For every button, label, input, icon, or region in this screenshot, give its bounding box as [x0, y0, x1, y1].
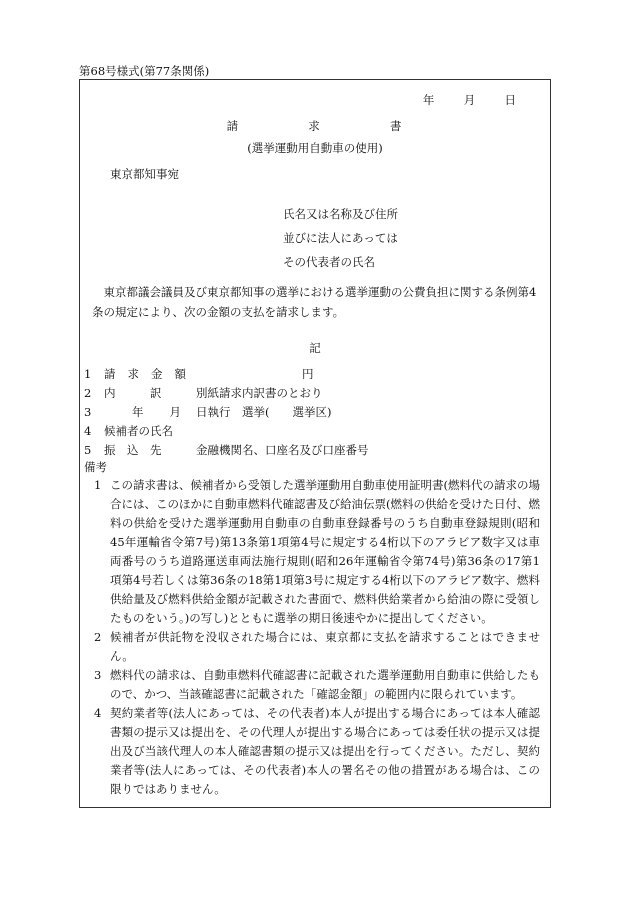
item-claim-amount — [84, 365, 544, 384]
item-label: 候補者の氏名 — [104, 424, 173, 438]
date-day: 日 — [504, 93, 516, 107]
item-candidate-name — [84, 422, 544, 441]
request-statement: 東京都議会議員及び東京都知事の選挙における選挙運動の公費負担に関する条例第4条の規定により、次の金額の支払を請求します。 — [92, 285, 537, 319]
remark-number: 3 — [94, 668, 102, 682]
label-month: 月 — [169, 405, 181, 419]
item-label: 請求金額 — [104, 367, 198, 381]
remark-item — [94, 628, 540, 666]
item-transfer-destination — [84, 441, 544, 460]
title-char-2: 求 — [308, 119, 322, 133]
applicant-line-1: 氏名又は名称及び住所 — [283, 207, 398, 221]
item-label: 内 訳 — [104, 386, 162, 400]
applicant-line-2: 並びに法人にあっては — [283, 231, 398, 245]
remark-item — [94, 704, 540, 799]
item-number: 5 — [84, 443, 92, 457]
document-subtitle: (選挙運動用自動車の使用) — [247, 141, 383, 155]
item-value — [196, 365, 544, 384]
date-year: 年 — [422, 93, 435, 107]
item-number: 2 — [84, 386, 92, 400]
title-char-1: 請 — [226, 119, 241, 133]
form-number: 第68号様式(第77条関係) — [79, 64, 210, 78]
item-label: 振 込 先 — [104, 443, 162, 457]
label-year: 年 — [132, 405, 144, 419]
remark-item — [94, 476, 540, 628]
item-breakdown — [84, 384, 544, 403]
remark-item — [94, 666, 540, 704]
title-char-3: 書 — [389, 119, 404, 133]
item-number: 1 — [84, 367, 92, 381]
item-value: 日執行 選挙( 選挙区) — [196, 405, 332, 419]
form-frame — [79, 79, 551, 808]
remark-text: 候補者が供託物を没収された場合には、東京都に支払を請求することはできません。 — [110, 630, 540, 663]
document-title — [80, 118, 550, 134]
date-month: 月 — [463, 93, 476, 107]
item-list — [84, 365, 544, 460]
item-label — [104, 403, 196, 422]
applicant-line-3: その代表者の氏名 — [283, 255, 375, 269]
remark-number: 4 — [94, 706, 102, 720]
date-line — [423, 92, 516, 108]
remark-text: この請求書は、候補者から受領した選挙運動用自動車使用証明書(燃料代の請求の場合には、このほかに自動車燃料代確認書及び給油伝票(燃料の供給を受けた日付、燃料の供給を受けた選挙運動用自動車の自動車登録番号のうち自動車登録規則(昭和45年運輸省令第7号)第13条第1項第4号に規定する4桁以下のアラビア数字又は車両番号のうち道路運送車両法施行規則(昭和26年運輸省令第74号)第36条の17第1項第4号若しくは第36条の18第1項第3号に規定する4桁以下のアラビア数字、燃料供給量及び燃料供給金額が記載された書面で、燃料供給業者から給油の際に受領したものをいう。)の写し)とともに選挙の期日後速やかに提出してください。 — [110, 478, 540, 625]
item-number: 3 — [84, 405, 92, 419]
remark-text: 契約業者等(法人にあっては、その代表者)本人が提出する場合にあっては本人確認書類の提示又は提出を、その代理人が提出する場合にあっては委任状の提示又は提出及び当該代理人の本人確認書類の提示又は提出を行ってください。ただし、契約業者等(法人にあっては、その代表者)本人の署名その他の措置がある場合は、この限りではありません。 — [110, 706, 540, 796]
ki-marker: 記 — [309, 341, 321, 355]
addressee: 東京都知事宛 — [110, 167, 179, 181]
item-number: 4 — [84, 424, 92, 438]
remark-number: 1 — [94, 478, 102, 492]
remark-number: 2 — [94, 630, 102, 644]
yen-unit: 円 — [302, 367, 314, 381]
item-election-date — [84, 403, 544, 422]
remarks-list — [94, 476, 540, 799]
item-value — [196, 422, 544, 441]
item-value: 別紙請求内訳書のとおり — [196, 386, 323, 400]
remarks-heading: 備考 — [84, 460, 107, 474]
item-value: 金融機関名、口座名及び口座番号 — [196, 443, 369, 457]
remark-text: 燃料代の請求は、自動車燃料代確認書に記載された選挙運動用自動車に供給したもので、かつ、当該確認書に記載された「確認金額」の範囲内に限られています。 — [110, 668, 540, 701]
